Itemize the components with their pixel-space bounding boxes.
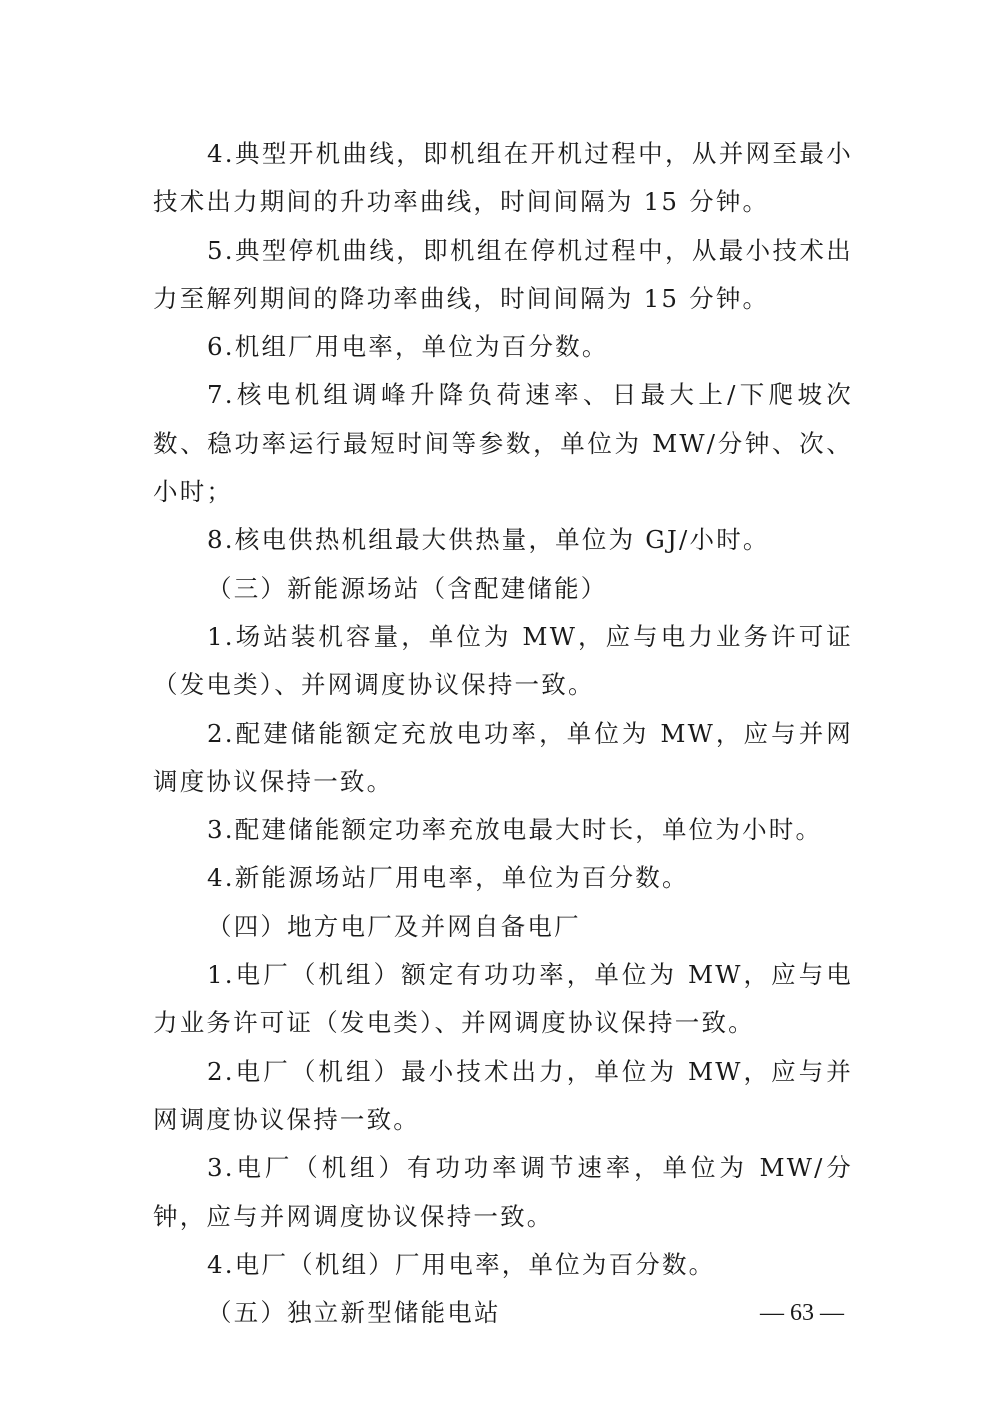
section-heading-storage-station: （五）独立新型储能电站 [207, 1298, 501, 1328]
list-item-min-technical-output: 2.电厂（机组）最小技术出力，单位为 MW，应与并网调度协议保持一致。 [153, 1056, 853, 1134]
list-item-installed-capacity: 1.场站装机容量，单位为 MW，应与电力业务许可证（发电类）、并网调度协议保持一致。 [153, 621, 853, 700]
section-heading-new-energy: （三）新能源场站（含配建储能） [207, 573, 608, 603]
list-item-plant-auxiliary-rate: 4.电厂（机组）厂用电率，单位为百分数。 [207, 1249, 716, 1279]
page-number: — 63 — [760, 1300, 844, 1326]
list-item-shutdown-curve: 5.典型停机曲线，即机组在停机过程中，从最小技术出力至解列期间的降功率曲线，时间间隔为 15 分钟。 [153, 235, 853, 313]
list-item-auxiliary-power-rate: 6.机组厂用电率，单位为百分数。 [207, 332, 609, 362]
document-body [153, 130, 853, 1337]
list-item-storage-duration: 3.配建储能额定功率充放电最大时长，单位为小时。 [207, 815, 823, 845]
list-item-station-auxiliary-rate: 4.新能源场站厂用电率，单位为百分数。 [207, 863, 689, 893]
list-item-rated-active-power: 1.电厂（机组）额定有功功率，单位为 MW，应与电力业务许可证（发电类）、并网调度协议保持一致。 [153, 960, 853, 1038]
list-item-nuclear-heat-supply: 8.核电供热机组最大供热量，单位为 GJ/小时。 [207, 525, 770, 555]
list-item-startup-curve: 4.典型开机曲线，即机组在开机过程中，从并网至最小技术出力期间的升功率曲线，时间间隔为 15 分钟。 [153, 139, 853, 217]
list-item-storage-rated-power: 2.配建储能额定充放电功率，单位为 MW，应与并网调度协议保持一致。 [153, 718, 853, 796]
section-heading-local-plants: （四）地方电厂及并网自备电厂 [207, 911, 581, 941]
list-item-regulation-rate: 3.电厂（机组）有功功率调节速率，单位为 MW/分钟，应与并网调度协议保持一致。 [153, 1153, 853, 1231]
list-item-nuclear-peak-regulation: 7.核电机组调峰升降负荷速率、日最大上/下爬坡次数、稳功率运行最短时间等参数，单位为 MW/分钟、次、小时； [153, 380, 853, 507]
